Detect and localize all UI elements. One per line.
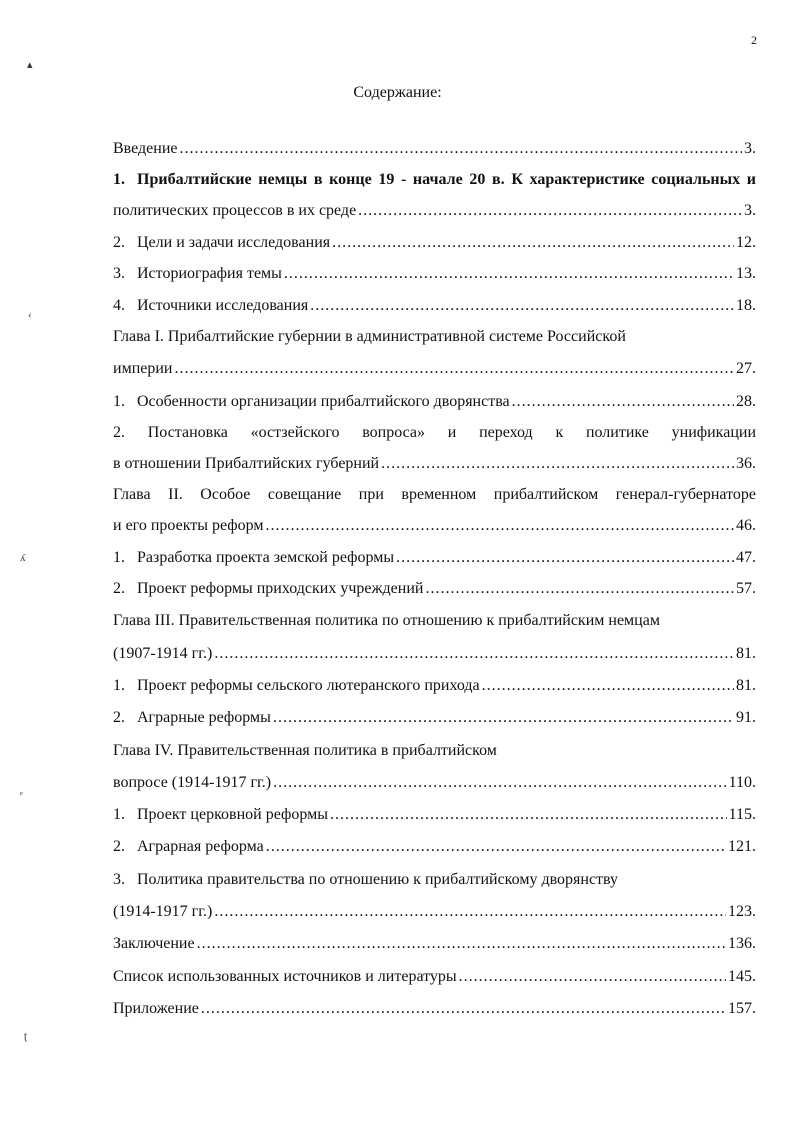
dot-leader — [425, 579, 734, 599]
toc-entry-chapter-4-section-2 — [113, 837, 756, 857]
toc-entry-page: 36. — [736, 455, 756, 472]
toc-entry-number: 2. — [113, 234, 125, 251]
dot-leader — [197, 934, 726, 954]
toc-entry-section-1-cont — [113, 201, 756, 221]
toc-entry-chapter-1-cont — [113, 359, 756, 379]
toc-entry-intro — [113, 139, 756, 159]
toc-entry-text: Проект церковной реформы — [137, 806, 329, 823]
dot-leader — [381, 454, 734, 474]
toc-entry-text: Глава II. Особое совещание при временном прибалтийском генерал-губернаторе — [113, 486, 756, 503]
toc-entry-number: 2. — [113, 709, 125, 726]
dot-leader — [214, 902, 726, 922]
toc-entry-page: 110. — [728, 774, 756, 791]
toc-entry-text: Проект реформы приходских учреждений — [137, 580, 424, 597]
toc-entry-text: Цели и задачи исследования — [137, 234, 331, 251]
dot-leader — [396, 548, 734, 568]
toc-entry-number: 4. — [113, 297, 125, 314]
toc-entry-page: 28. — [736, 393, 756, 410]
toc-entry-number: 1. — [113, 806, 125, 823]
toc-entry-section-1 — [113, 170, 756, 190]
toc-entry-page: 121. — [728, 838, 756, 855]
toc-entry-page: 3. — [744, 202, 756, 219]
toc-entry-page: 123. — [728, 903, 756, 920]
toc-entry-appendix — [113, 999, 756, 1019]
toc-entry-text: Аграрные реформы — [137, 709, 271, 726]
toc-entry-conclusion — [113, 934, 756, 954]
toc-entry-text: Приложение — [113, 1000, 199, 1017]
toc-entry-text: Введение — [113, 140, 178, 157]
toc-entry-text: (1914-1917 гг.) — [113, 903, 213, 920]
toc-entry-chapter-2 — [113, 485, 756, 505]
dot-leader — [482, 676, 734, 696]
toc-entry-page: 136. — [728, 935, 756, 952]
toc-entry-text: Проект реформы сельского лютеранского прихода — [137, 677, 480, 694]
toc-entry-section-2 — [113, 233, 756, 253]
dot-leader — [174, 359, 734, 379]
toc-entry-page: 145. — [728, 968, 756, 985]
dot-leader — [358, 201, 742, 221]
dot-leader — [180, 139, 743, 159]
toc-entry-text: Глава III. Правительственная политика по отношению к прибалтийским немцам — [113, 612, 660, 629]
toc-entry-text: Историография темы — [137, 265, 282, 282]
toc-entry-chapter-2-cont — [113, 516, 756, 536]
toc-entry-chapter-4-cont — [113, 773, 756, 793]
toc-entry-chapter-4-section-1 — [113, 805, 756, 825]
toc-entry-chapter-2-section-1 — [113, 548, 756, 568]
toc-entry-number: 1. — [113, 171, 125, 188]
toc-entry-chapter-4 — [113, 741, 756, 761]
dot-leader — [332, 233, 734, 253]
toc-entry-text: политических процессов в их среде — [113, 202, 357, 219]
toc-entry-page: 115. — [728, 806, 756, 823]
toc-entry-number: 1. — [113, 549, 125, 566]
toc-entry-number: 2. — [113, 838, 125, 855]
toc-entry-page: 27. — [736, 360, 756, 377]
toc-entry-page: 81. — [736, 677, 756, 694]
toc-entry-number: 1. — [113, 393, 125, 410]
dot-leader — [284, 264, 734, 284]
toc-entry-text: (1907-1914 гг.) — [113, 645, 213, 662]
toc-entry-chapter-3 — [113, 611, 756, 631]
toc-entry-chapter-1-section-2-cont — [113, 454, 756, 474]
dot-leader — [512, 392, 734, 412]
dot-leader — [273, 708, 734, 728]
toc-entry-page: 18. — [736, 297, 756, 314]
toc-entry-text: Заключение — [113, 935, 195, 952]
toc-entry-chapter-1 — [113, 327, 756, 347]
toc-entry-page: 157. — [728, 1000, 756, 1017]
dot-leader — [214, 644, 734, 664]
toc-entry-text: Особенности организации прибалтийского дворянства — [137, 393, 510, 410]
toc-entry-page: 46. — [736, 517, 756, 534]
scan-speck: ▴ — [27, 59, 33, 71]
dot-leader — [201, 999, 726, 1019]
toc-entry-text: Аграрная реформа — [137, 838, 264, 855]
dot-leader — [459, 967, 726, 987]
toc-entry-sources — [113, 967, 756, 987]
scan-speck: ʈ — [24, 1030, 28, 1042]
toc-entry-chapter-1-section-1 — [113, 392, 756, 412]
toc-entry-text: 2. Постановка «остзейского вопроса» и переход к политике унификации — [113, 424, 756, 441]
toc-entry-number: 3. — [113, 871, 125, 888]
scan-speck: ʎ — [20, 552, 26, 564]
toc-entry-number: 2. — [113, 580, 125, 597]
toc-entry-page: 47. — [736, 549, 756, 566]
toc-entry-text: Список использованных источников и литературы — [113, 968, 457, 985]
scan-speck: ᵉ — [20, 789, 23, 801]
toc-entry-chapter-3-section-1 — [113, 676, 756, 696]
toc-entry-text: Глава IV. Правительственная политика в прибалтийском — [113, 742, 497, 759]
page-number: 2 — [751, 33, 757, 47]
toc-entry-page: 3. — [744, 140, 756, 157]
toc-entry-chapter-4-section-3-cont — [113, 902, 756, 922]
scan-speck: ‹ — [28, 309, 32, 321]
toc-entry-text: империи — [113, 360, 173, 377]
toc-entry-section-3 — [113, 264, 756, 284]
toc-entry-chapter-4-section-3 — [113, 870, 756, 890]
toc-entry-chapter-3-cont — [113, 644, 756, 664]
toc-entry-section-4 — [113, 296, 756, 316]
toc-entry-chapter-2-section-2 — [113, 579, 756, 599]
toc-entry-number: 3. — [113, 265, 125, 282]
toc-entry-text: Прибалтийские немцы в конце 19 - начале 20 в. К характеристике социальных и — [137, 171, 756, 188]
toc-entry-chapter-3-section-2 — [113, 708, 756, 728]
toc-entry-text: Глава I. Прибалтийские губернии в административной системе Российской — [113, 328, 626, 345]
toc-entry-text: Разработка проекта земской реформы — [137, 549, 395, 566]
toc-entry-text: вопросе (1914-1917 гг.) — [113, 774, 272, 791]
toc-entry-chapter-1-section-2 — [113, 423, 756, 443]
toc-entry-page: 13. — [736, 265, 756, 282]
toc-entry-text: в отношении Прибалтийских губерний — [113, 455, 380, 472]
toc-entry-text: Источники исследования — [137, 297, 309, 314]
dot-leader — [266, 837, 726, 857]
toc-entry-page: 81. — [736, 645, 756, 662]
toc-entry-text: Политика правительства по отношению к прибалтийскому дворянству — [137, 871, 619, 888]
dot-leader — [273, 773, 726, 793]
dot-leader — [330, 805, 727, 825]
toc-entry-text: и его проекты реформ — [113, 517, 264, 534]
page-title: Содержание: — [353, 84, 442, 101]
toc-entry-number: 1. — [113, 677, 125, 694]
dot-leader — [266, 516, 734, 536]
toc-entry-page: 91. — [736, 709, 756, 726]
dot-leader — [310, 296, 734, 316]
toc-entry-page: 12. — [736, 234, 756, 251]
toc-entry-page: 57. — [736, 580, 756, 597]
